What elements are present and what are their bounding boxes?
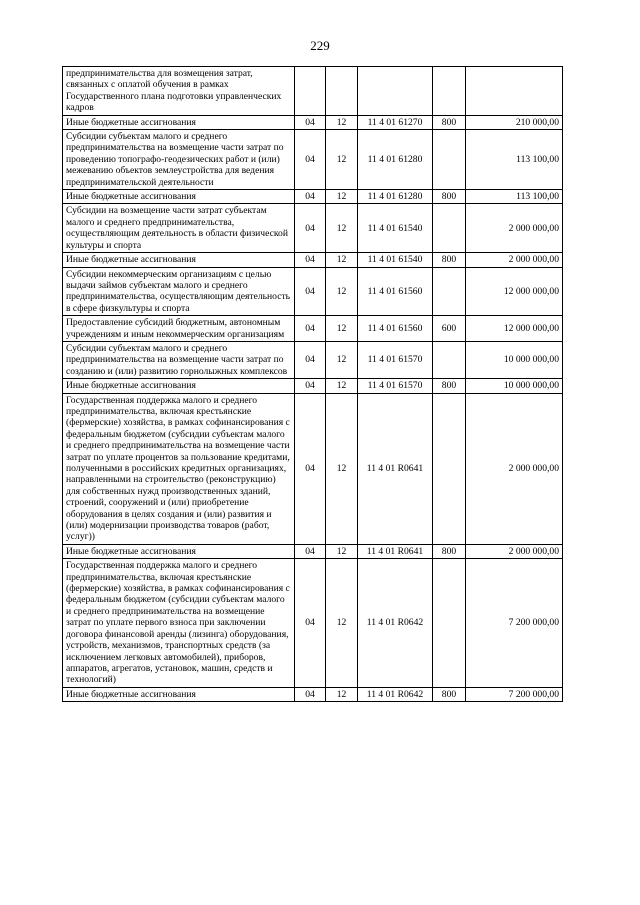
row-subsection-cell: 12 (326, 267, 358, 316)
row-expense-type-cell (433, 559, 466, 687)
row-target-article-cell: 11 4 01 61570 (358, 379, 433, 393)
row-section-cell: 04 (295, 204, 326, 253)
row-section-cell: 04 (295, 393, 326, 544)
row-name-cell: Иные бюджетные ассигнования (63, 253, 295, 267)
row-section-cell: 04 (295, 253, 326, 267)
row-subsection-cell: 12 (326, 393, 358, 544)
row-section-cell: 04 (295, 341, 326, 378)
row-amount-cell: 2 000 000,00 (466, 544, 563, 558)
row-expense-type-cell (433, 130, 466, 190)
row-expense-type-cell (433, 267, 466, 316)
row-amount-cell: 12 000 000,00 (466, 316, 563, 342)
table-row (63, 130, 563, 190)
row-section-cell: 04 (295, 559, 326, 687)
row-amount-cell: 113 100,00 (466, 190, 563, 204)
table-row (63, 393, 563, 544)
row-subsection-cell: 12 (326, 544, 358, 558)
row-section-cell: 04 (295, 687, 326, 701)
table-row (63, 341, 563, 378)
row-name-cell: Иные бюджетные ассигнования (63, 687, 295, 701)
row-subsection-cell: 12 (326, 341, 358, 378)
page-number: 229 (310, 38, 330, 53)
row-target-article-cell: 11 4 01 61570 (358, 341, 433, 378)
row-target-article-cell: 11 4 01 R0641 (358, 544, 433, 558)
row-amount-cell: 210 000,00 (466, 115, 563, 129)
row-name-cell: Государственная поддержка малого и среднего предпринимательства, включая крестьянские (фермерские) хозяйства, в рамках софинансирования с федеральным бюджетом (субсидии субъектам малого и среднего предпринимательства на возмещение затрат по уплате первого взноса при заключении договора финансовой аренды (лизинга) оборудования, устройств, механизмов, транспортных средств (за исключением легковых автомобилей), приборов, аппаратов, агрегатов, установок, машин, средств и технологий) (63, 559, 295, 687)
table-row (63, 379, 563, 393)
row-target-article-cell: 11 4 01 61280 (358, 130, 433, 190)
row-subsection-cell (326, 67, 358, 116)
row-section-cell (295, 67, 326, 116)
row-section-cell: 04 (295, 379, 326, 393)
row-target-article-cell: 11 4 01 R0642 (358, 559, 433, 687)
row-expense-type-cell (433, 393, 466, 544)
row-name-cell: Иные бюджетные ассигнования (63, 379, 295, 393)
table-row (63, 267, 563, 316)
row-section-cell: 04 (295, 130, 326, 190)
row-target-article-cell: 11 4 01 61560 (358, 267, 433, 316)
row-name-cell: Субсидии на возмещение части затрат субъектам малого и среднего предпринимательства, осуществляющим деятельность в области физической культуры и спорта (63, 204, 295, 253)
row-amount-cell: 10 000 000,00 (466, 341, 563, 378)
table-row (63, 544, 563, 558)
row-subsection-cell: 12 (326, 253, 358, 267)
row-expense-type-cell: 800 (433, 253, 466, 267)
row-name-cell: Иные бюджетные ассигнования (63, 190, 295, 204)
row-amount-cell: 113 100,00 (466, 130, 563, 190)
row-amount-cell: 7 200 000,00 (466, 687, 563, 701)
row-expense-type-cell: 600 (433, 316, 466, 342)
row-amount-cell: 2 000 000,00 (466, 204, 563, 253)
table-row (63, 316, 563, 342)
table-row (63, 67, 563, 116)
row-subsection-cell: 12 (326, 559, 358, 687)
row-name-cell: предпринимательства для возмещения затрат, связанных с оплатой обучения в рамках Государственного плана подготовки управленческих кадров (63, 67, 295, 116)
row-target-article-cell: 11 4 01 61280 (358, 190, 433, 204)
row-target-article-cell (358, 67, 433, 116)
table-row (63, 687, 563, 701)
row-section-cell: 04 (295, 316, 326, 342)
row-target-article-cell: 11 4 01 61270 (358, 115, 433, 129)
budget-table-body (63, 67, 563, 702)
row-section-cell: 04 (295, 267, 326, 316)
row-target-article-cell: 11 4 01 R0641 (358, 393, 433, 544)
row-section-cell: 04 (295, 544, 326, 558)
row-name-cell: Субсидии некоммерческим организациям с целью выдачи займов субъектам малого и среднего предпринимательства, осуществляющим деятельность в сфере физкультуры и спорта (63, 267, 295, 316)
row-subsection-cell: 12 (326, 204, 358, 253)
row-amount-cell: 10 000 000,00 (466, 379, 563, 393)
row-name-cell: Субсидии субъектам малого и среднего предпринимательства на возмещение части затрат по проведению топографо-геодезических работ и (или) межеванию объектов землеустройства для ведения предпринимательской деятельности (63, 130, 295, 190)
row-expense-type-cell: 800 (433, 687, 466, 701)
row-subsection-cell: 12 (326, 190, 358, 204)
row-expense-type-cell (433, 341, 466, 378)
row-subsection-cell: 12 (326, 687, 358, 701)
row-section-cell: 04 (295, 190, 326, 204)
row-subsection-cell: 12 (326, 115, 358, 129)
row-amount-cell: 2 000 000,00 (466, 253, 563, 267)
row-amount-cell (466, 67, 563, 116)
row-subsection-cell: 12 (326, 130, 358, 190)
row-target-article-cell: 11 4 01 61540 (358, 204, 433, 253)
row-name-cell: Иные бюджетные ассигнования (63, 544, 295, 558)
row-expense-type-cell (433, 67, 466, 116)
row-target-article-cell: 11 4 01 61560 (358, 316, 433, 342)
row-subsection-cell: 12 (326, 379, 358, 393)
row-subsection-cell: 12 (326, 316, 358, 342)
row-target-article-cell: 11 4 01 R0642 (358, 687, 433, 701)
row-amount-cell: 7 200 000,00 (466, 559, 563, 687)
row-name-cell: Иные бюджетные ассигнования (63, 115, 295, 129)
row-expense-type-cell: 800 (433, 190, 466, 204)
table-row (63, 559, 563, 687)
row-amount-cell: 2 000 000,00 (466, 393, 563, 544)
row-section-cell: 04 (295, 115, 326, 129)
row-name-cell: Предоставление субсидий бюджетным, автономным учреждениям и иным некоммерческим организациям (63, 316, 295, 342)
row-name-cell: Государственная поддержка малого и среднего предпринимательства, включая крестьянские (фермерские) хозяйства, в рамках софинансирования с федеральным бюджетом (субсидии субъектам малого и среднего предпринимательства на возмещение части затрат по уплате процентов за пользование кредитами, полученными в российских кредитных организациях, направленными на строительство (реконструкцию) для собственных нужд производственных зданий, строений, сооружений и (или) приобретение оборудования в целях создания и (или) развития и (или) модернизации производства товаров (работ, услуг)) (63, 393, 295, 544)
row-expense-type-cell: 800 (433, 379, 466, 393)
row-target-article-cell: 11 4 01 61540 (358, 253, 433, 267)
row-expense-type-cell (433, 204, 466, 253)
table-row (63, 190, 563, 204)
table-row (63, 253, 563, 267)
budget-table (62, 66, 563, 702)
row-expense-type-cell: 800 (433, 115, 466, 129)
row-amount-cell: 12 000 000,00 (466, 267, 563, 316)
row-name-cell: Субсидии субъектам малого и среднего предпринимательства на возмещение части затрат по созданию и (или) развитию горнолыжных комплексов (63, 341, 295, 378)
table-row (63, 204, 563, 253)
table-row (63, 115, 563, 129)
row-expense-type-cell: 800 (433, 544, 466, 558)
